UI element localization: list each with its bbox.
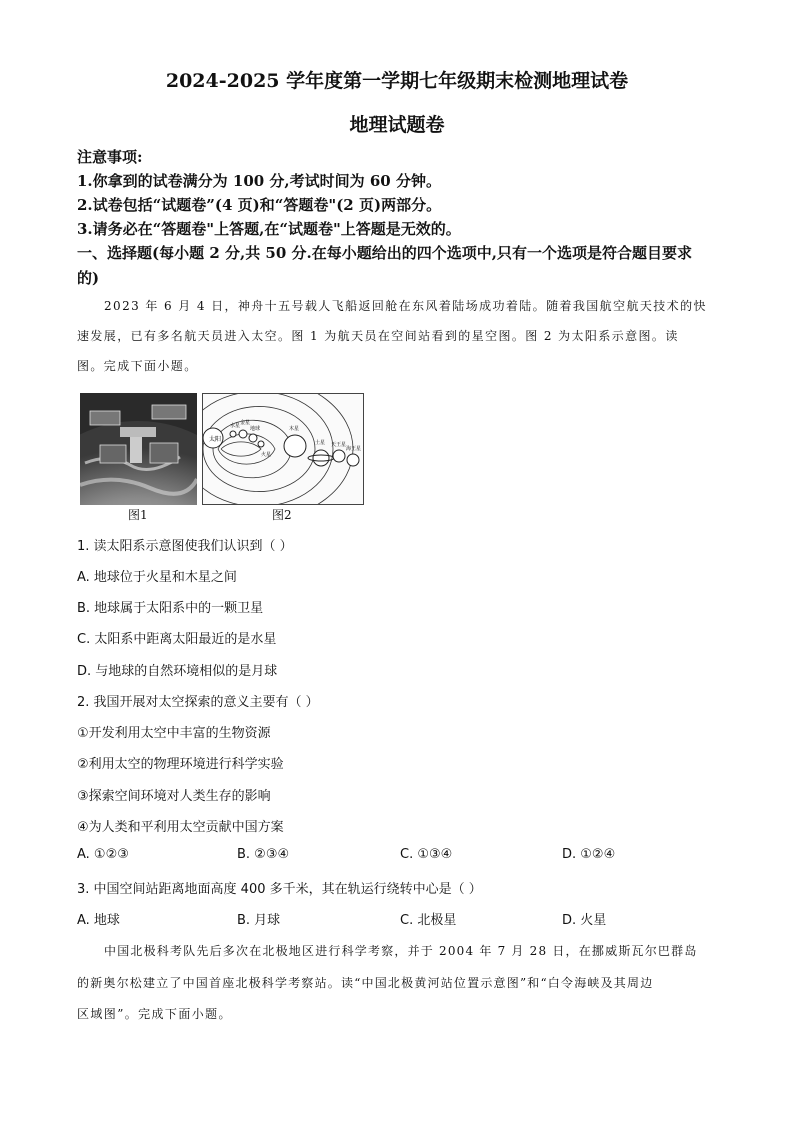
solar-system-diagram (202, 393, 364, 505)
q2-item-3: ③探索空间环境对人类生存的影响 (77, 789, 271, 804)
q2-item-1: ①开发利用太空中丰富的生物资源 (77, 726, 271, 741)
exam-subtitle: 地理试题卷 (349, 114, 445, 136)
figure-group (80, 393, 364, 523)
passage1-line2: 速发展，已有多名航天员进入太空。图 1 为航天员在空间站看到的星空图。图 2 为太阳系示意图。读 (77, 329, 679, 343)
space-station-photo (80, 393, 197, 505)
passage2-line2: 的新奥尔松建立了中国首座北极科学考察站。读“中国北极黄河站位置示意图”和“白令海峡及其周边 (77, 976, 654, 990)
q3-option-d: D. 火星 (562, 913, 607, 928)
q1-stem: 1. 读太阳系示意图使我们认识到（ ） (77, 539, 293, 554)
q2-stem: 2. 我国开展对太空探索的意义主要有（ ） (77, 695, 319, 710)
passage1-line1: 2023 年 6 月 4 日，神舟十五号载人飞船返回舱在东风着陆场成功着陆。随着我国航空航天技术的快 (104, 299, 707, 313)
q3-option-b: B. 月球 (237, 913, 281, 928)
planet-label-sun: 太阳 (209, 436, 222, 443)
planet-label-jupiter: 木星 (289, 426, 300, 432)
q1-option-b: B. 地球属于太阳系中的一颗卫星 (77, 601, 264, 616)
note-item-1: 1.你拿到的试卷满分为 100 分,考试时间为 60 分钟。 (77, 172, 441, 190)
q1-option-c: C. 太阳系中距离太阳最近的是水星 (77, 632, 277, 647)
passage1-line3: 图。完成下面小题。 (77, 359, 198, 373)
q3-stem: 3. 中国空间站距离地面高度 400 多千米，其在轨运行绕转中心是（ ） (77, 882, 482, 897)
q2-option-d: D. ①②④ (562, 847, 616, 862)
notes-heading: 注意事项: (77, 148, 143, 166)
exam-title: 2024-2025 学年度第一学期七年级期末检测地理试卷 (165, 70, 629, 92)
q3-option-a: A. 地球 (77, 913, 120, 928)
planet-label-mars: 火星 (261, 452, 272, 458)
note-item-2: 2.试卷包括“试题卷”(4 页)和“答题卷"(2 页)两部分。 (77, 196, 442, 214)
section-heading-line1: 一、选择题(每小题 2 分,共 50 分.在每小题给出的四个选项中,只有一个选项是符合题目要求 (77, 244, 692, 262)
passage2-line3: 区域图”。完成下面小题。 (77, 1007, 232, 1021)
q2-item-4: ④为人类和平利用太空贡献中国方案 (77, 820, 284, 835)
planet-label-venus: 金星 (240, 420, 251, 426)
section-heading-line2: 的) (77, 269, 100, 287)
q2-option-b: B. ②③④ (237, 847, 290, 862)
q3-option-c: C. 北极星 (400, 913, 457, 928)
fig1-caption: 图1 (128, 508, 148, 522)
planet-label-mercury: 水星 (230, 423, 241, 429)
passage2-line1: 中国北极科考队先后多次在北极地区进行科学考察，并于 2004 年 7 月 28 日，在挪威斯瓦尔巴群岛 (104, 944, 698, 958)
fig2-caption: 图2 (272, 508, 292, 522)
planet-label-neptune: 海王星 (346, 446, 362, 452)
q1-option-a: A. 地球位于火星和木星之间 (77, 570, 237, 585)
planet-label-earth: 地球 (250, 426, 261, 432)
note-item-3: 3.请务必在“答题卷"上答题,在“试题卷"上答题是无效的。 (77, 220, 461, 238)
planet-label-saturn: 土星 (315, 440, 326, 446)
q2-item-2: ②利用太空的物理环境进行科学实验 (77, 757, 284, 772)
q2-option-a: A. ①②③ (77, 847, 129, 862)
planet-label-uranus: 天王星 (331, 442, 347, 448)
q1-option-d: D. 与地球的自然环境相似的是月球 (77, 664, 278, 679)
q2-option-c: C. ①③④ (400, 847, 453, 862)
